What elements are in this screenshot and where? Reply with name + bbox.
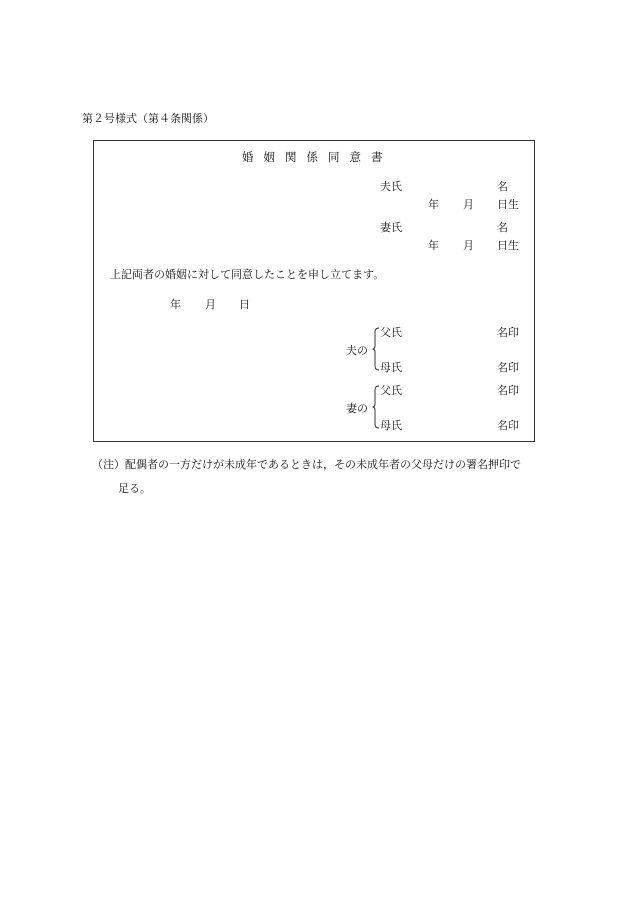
date-day: 日 <box>239 298 250 311</box>
husband-parents-label: 夫の <box>346 344 368 357</box>
wife-birth-day: 日生 <box>497 239 519 252</box>
note-prefix: （注） <box>92 458 125 471</box>
wife-father-seal: 名印 <box>497 384 519 397</box>
husband-parents-brace <box>372 327 378 371</box>
date-year: 年 <box>170 298 181 311</box>
consent-form-box <box>93 140 535 442</box>
note-line-1: 配偶者の一方だけが未成年であるときは，その未成年者の父母だけの署名押印で <box>125 458 521 471</box>
husband-name-suffix: 名 <box>497 180 508 193</box>
note-line-2: 足る。 <box>118 482 151 495</box>
form-title: 婚姻関係同意書 <box>242 150 393 164</box>
husband-father-seal: 名印 <box>497 326 519 339</box>
wife-label: 妻氏 <box>380 221 402 234</box>
husband-father-label: 父氏 <box>380 326 402 339</box>
husband-mother-seal: 名印 <box>497 361 519 374</box>
wife-birth-year: 年 <box>428 239 439 252</box>
husband-birth-year: 年 <box>428 198 439 211</box>
husband-birth-day: 日生 <box>497 198 519 211</box>
wife-parents-brace <box>372 385 378 429</box>
husband-mother-label: 母氏 <box>380 361 402 374</box>
wife-father-label: 父氏 <box>380 384 402 397</box>
husband-label: 夫氏 <box>380 180 402 193</box>
wife-name-suffix: 名 <box>497 221 508 234</box>
wife-parents-label: 妻の <box>346 402 368 415</box>
form-number: 第２号様式（第４条関係） <box>82 112 214 125</box>
wife-mother-seal: 名印 <box>497 419 519 432</box>
husband-birth-month: 月 <box>463 198 474 211</box>
date-month: 月 <box>205 298 216 311</box>
wife-mother-label: 母氏 <box>380 419 402 432</box>
consent-statement: 上記両者の婚姻に対して同意したことを申し立てます。 <box>110 268 385 281</box>
wife-birth-month: 月 <box>463 239 474 252</box>
